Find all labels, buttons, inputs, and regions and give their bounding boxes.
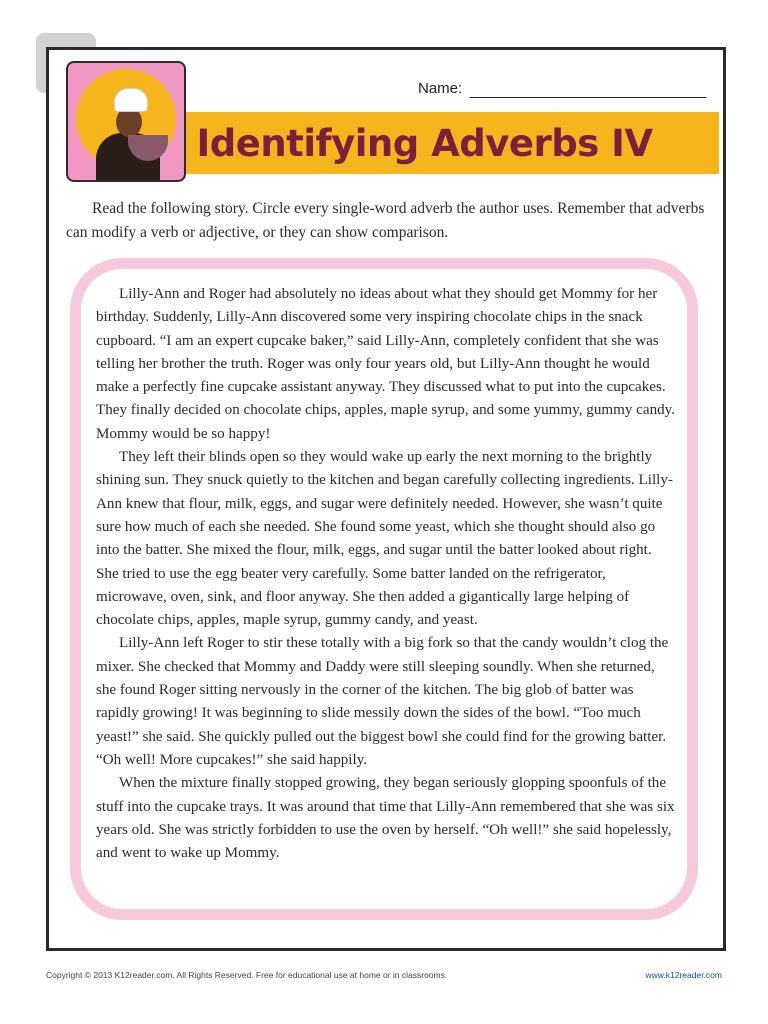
instructions: Read the following story. Circle every single-word adverb the author uses. Remember that adverbs can modify a verb or adjective, or they can show comparison. — [66, 200, 705, 241]
page-title: Identifying Adverbs IV — [196, 121, 653, 165]
footer-copyright: Copyright © 2013 K12reader.com. All Rights Reserved. Free for educational use at home or in classrooms. — [46, 970, 448, 980]
story-paragraph: Lilly-Ann left Roger to stir these totally with a big fork so that the candy wouldn’t clog the mixer. She checked that Mommy and Daddy were still sleeping soundly. When she returned, she found Roger sitting nervously in the corner of the kitchen. The big glob of batter was rapidly growing! It was beginning to slide messily down the sides of the bowl. “Too much yeast!” she said. She quickly pulled out the biggest bowl she could find for the growing batter. “Oh well! More cupcakes!” she said happily. — [96, 635, 669, 768]
story-text — [96, 283, 678, 865]
name-label: Name: — [418, 80, 463, 97]
story-paragraph: They left their blinds open so they would wake up early the next morning to the brightly shining sun. They snuck quietly to the kitchen and began carefully collecting ingredients. Lilly-Ann knew that flour, milk, eggs, and sugar were definitely needed. However, she wasn’t quite sure how much of each she needed. She found some yeast, which she thought should also go into the batter. She mixed the flour, milk, eggs, and sugar until the batter looked about right. She tried to use the egg beater very carefully. Some batter landed on the refrigerator, microwave, oven, sink, and floor anyway. She then added a gigantically large helping of chocolate chips, apples, maple syrup, gummy candy, and yeast. — [96, 449, 673, 629]
footer-website-link[interactable]: www.k12reader.com — [645, 970, 722, 980]
story-paragraph: Lilly-Ann and Roger had absolutely no ideas about what they should get Mommy for her birthday. Suddenly, Lilly-Ann discovered some very inspiring chocolate chips in the snack cupboard. “I am an expert cupcake baker,” said Lilly-Ann, completely confident that she was telling her brother the truth. Roger was only four years old, but Lilly-Ann thought he would make a perfectly fine cupcake assistant anyway. They discussed what to put into the cupcakes. They finally decided on chocolate chips, apples, maple syrup, and some yummy, gummy candy. Mommy would be so happy! — [96, 286, 676, 442]
story-paragraph: When the mixture finally stopped growing, they began seriously glopping spoonfuls of the stuff into the cupcake trays. It was around that time that Lilly-Ann remembered that she was six years old. She was strictly forbidden to use the oven by herself. “Oh well!” she said hopelessly, and went to wake up Mommy. — [96, 775, 675, 862]
chef-hat-icon — [114, 88, 148, 112]
name-field-line[interactable] — [470, 97, 706, 98]
